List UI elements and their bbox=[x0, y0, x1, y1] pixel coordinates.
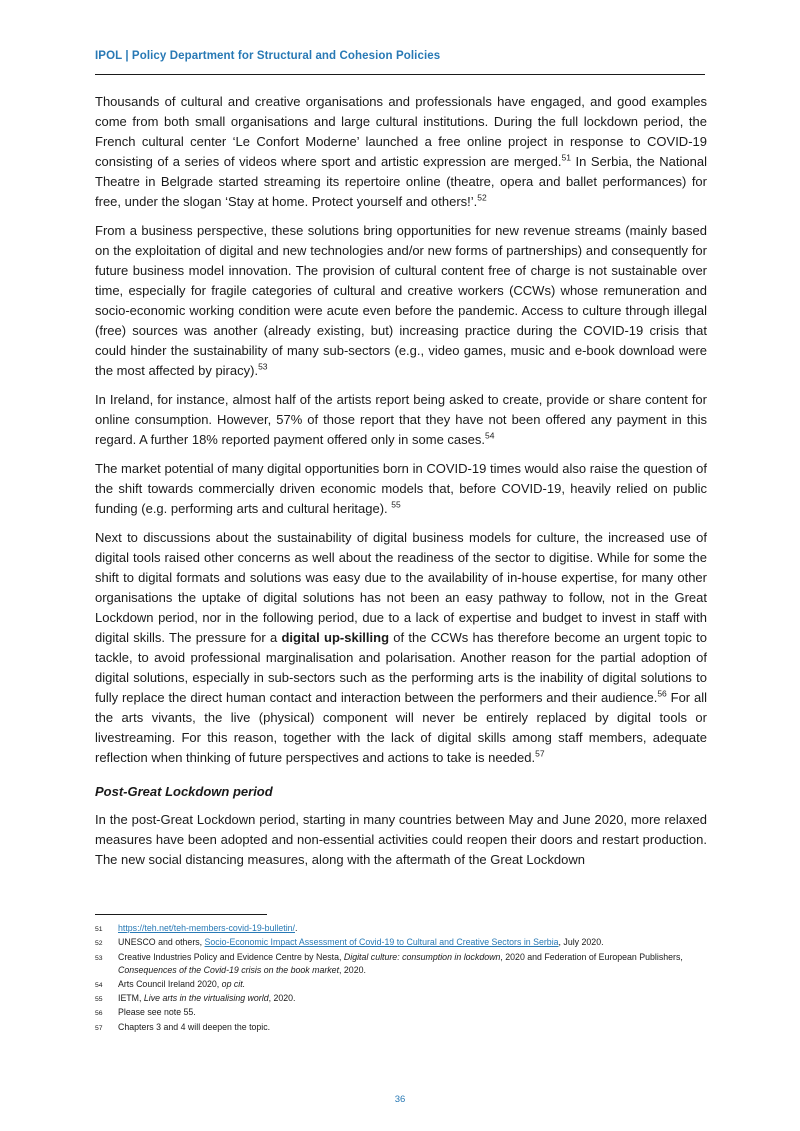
italic-text: op cit. bbox=[221, 978, 246, 989]
footnote-number: 55 bbox=[95, 996, 103, 1004]
footnote-ref: 52 bbox=[477, 192, 487, 203]
text-run: , July 2020. bbox=[558, 937, 604, 948]
footnote-text bbox=[118, 1021, 707, 1035]
body-paragraph bbox=[95, 221, 707, 381]
footnote-text bbox=[118, 922, 707, 936]
document-body bbox=[95, 92, 707, 879]
footnote-link[interactable]: https://teh.net/teh-members-covid-19-bulletin/ bbox=[118, 923, 295, 933]
body-paragraph bbox=[95, 810, 707, 870]
footnote bbox=[95, 951, 707, 978]
footnote bbox=[95, 1006, 707, 1020]
bold-text: digital up-skilling bbox=[281, 630, 390, 645]
text-run: of the CCWs has therefore become an urgent topic to tackle, to avoid professional marginalisation and polarisation. Another reason for the partial adoption of digital solutions, especially in sub-sectors such as the performing arts is the inability of digital solutions to fully replace the direct human contact and interaction between the performers and their audience. bbox=[95, 630, 707, 705]
text-run: , 2020. bbox=[268, 993, 296, 1004]
body-paragraph bbox=[95, 390, 707, 450]
footnote bbox=[95, 922, 707, 936]
text-run: The market potential of many digital opportunities born in COVID-19 times would also raise the question of the shift towards commercially driven economic models that, before COVID-19, heavily relied on public funding (e.g. performing arts and cultural heritage). bbox=[95, 461, 707, 516]
text-run: , 2020. bbox=[339, 965, 366, 976]
footnote-number: 53 bbox=[95, 954, 103, 962]
footnote-ref: 56 bbox=[657, 688, 667, 699]
text-run: Next to discussions about the sustainability of digital business models for culture, the increased use of digital tools raised other concerns as well about the readiness of the sector to digitise. While for some the shift to digital formats and solutions was easy due to the availability of in-house expertise, for many other organisations the uptake of digital solutions has not been an easy pathway to follow, not in the Great Lockdown period, nor in the following period, due to a lack of expertise and budget to invest in staff with digital skills. The pressure for a bbox=[95, 530, 707, 645]
footnote bbox=[95, 936, 707, 950]
text-run: From a business perspective, these solutions bring opportunities for new revenue streams (mainly based on the exploitation of digital and new technologies and/or new forms of partnerships) and consequently for future business model innovation. The provision of cultural content free of charge is not sustainable over time, especially for fragile categories of cultural and creative workers (CCWs) whose remuneration and socio-economic working condition were acute even before the pandemic. Access to culture through illegal (free) sources was another (already existing, but) increasing practice during the COVID-19 crisis that could hinder the sustainability of many sub-sectors (e.g., video games, music and e-book download were the most affected by piracy). bbox=[95, 223, 707, 378]
page-header bbox=[95, 50, 705, 75]
section-heading: Post-Great Lockdown period bbox=[95, 784, 273, 799]
text-run: UNESCO and others, bbox=[118, 937, 205, 948]
header-title: IPOL | Policy Department for Structural and Cohesion Policies bbox=[95, 50, 441, 62]
text-run: In the post-Great Lockdown period, starting in many countries between May and June 2020, more relaxed measures have been adopted and non-essential activities could reopen their doors and restart production. The new social distancing measures, along with the aftermath of the Great Lockdown bbox=[95, 812, 707, 867]
paragraphs-section-2 bbox=[95, 810, 707, 870]
body-paragraph bbox=[95, 92, 707, 212]
text-run: , 2020 and Federation of European Publishers, bbox=[500, 951, 683, 962]
footnote-ref: 53 bbox=[258, 361, 268, 372]
footnote-number: 52 bbox=[95, 940, 103, 948]
text-run: Thousands of cultural and creative organisations and professionals have engaged, and good examples come from both small organisations and large cultural institutions. During the full lockdown period, the French cultural center ‘Le Confort Moderne’ launched a free online project in response to COVID-19 consisting of a series of videos where sport and artistic expression are merged. bbox=[95, 94, 707, 169]
footnote bbox=[95, 1021, 707, 1035]
footnotes-block bbox=[95, 914, 707, 1035]
footnote-number: 51 bbox=[95, 926, 103, 933]
text-run: In Serbia, the National Theatre in Belgrade started streaming its repertoire online (theatre, opera and ballet performances) for free, under the slogan ‘Stay at home. Protect yourself and others!’. bbox=[95, 154, 707, 209]
body-paragraph bbox=[95, 528, 707, 768]
footnote-separator-rule bbox=[95, 914, 267, 915]
italic-text: Digital culture: consumption in lockdown bbox=[343, 951, 501, 962]
footnote-ref: 55 bbox=[391, 499, 401, 510]
footnote bbox=[95, 992, 707, 1006]
footnote-text bbox=[118, 936, 707, 950]
footnote-link[interactable]: Socio-Economic Impact Assessment of Covid-19 to Cultural and Creative Sectors in Serbia bbox=[204, 937, 559, 948]
footnote-number: 56 bbox=[95, 1010, 103, 1018]
italic-text: Live arts in the virtualising world bbox=[143, 993, 269, 1004]
body-paragraph bbox=[95, 459, 707, 519]
footnote-text bbox=[118, 951, 707, 978]
page-number: 36 bbox=[394, 1094, 406, 1105]
text-run: For all the arts vivants, the live (physical) component will never be entirely replaced by digital tools or livestreaming. For this reason, together with the lack of digital skills among staff members, adequate reflection when thinking of future perspectives and actions to take is needed. bbox=[95, 690, 707, 765]
footnote-number: 54 bbox=[95, 981, 103, 989]
footnote-ref: 54 bbox=[484, 430, 495, 441]
text-run: Arts Council Ireland 2020, bbox=[118, 978, 222, 989]
text-run: . bbox=[295, 923, 298, 933]
footnote-list bbox=[95, 922, 707, 1035]
paragraphs-section-1 bbox=[95, 92, 707, 768]
footnote-text bbox=[118, 978, 707, 992]
text-run: In Ireland, for instance, almost half of the artists report being asked to create, provide or share content for online consumption. However, 57% of those report that they have not been offered any payment in this regard. A further 18% reported payment offered only in some cases. bbox=[95, 392, 707, 447]
text-run: Please see note 55. bbox=[118, 1007, 196, 1018]
footnote-ref: 51 bbox=[561, 152, 571, 163]
footnote-text bbox=[118, 992, 707, 1006]
text-run: IETM, bbox=[118, 993, 144, 1004]
italic-text: Consequences of the Covid-19 crisis on the book market bbox=[118, 965, 340, 976]
footnote-ref: 57 bbox=[535, 748, 545, 759]
header-rule bbox=[95, 74, 705, 75]
text-run: Chapters 3 and 4 will deepen the topic. bbox=[118, 1021, 271, 1032]
footnote-number: 57 bbox=[95, 1024, 103, 1032]
footnote bbox=[95, 978, 707, 992]
text-run: Creative Industries Policy and Evidence Centre by Nesta, bbox=[118, 951, 344, 962]
footnote-text bbox=[118, 1006, 707, 1020]
